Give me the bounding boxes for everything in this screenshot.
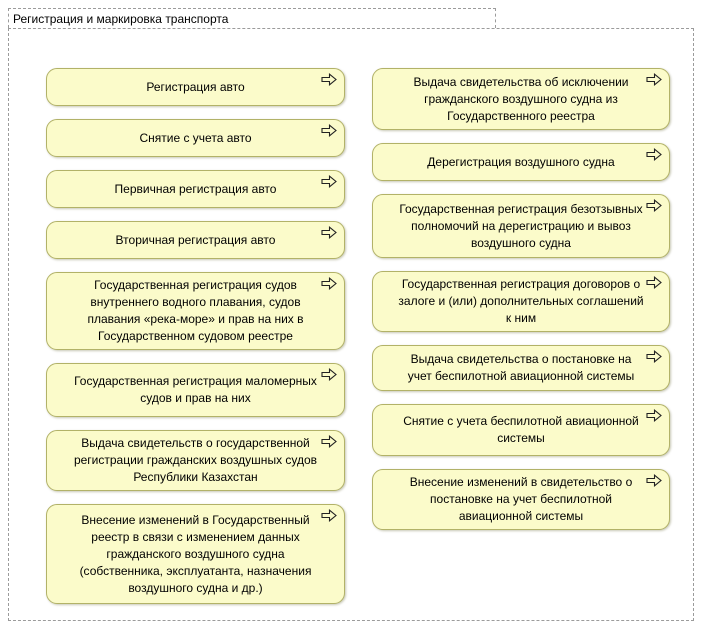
process-label: Вторичная регистрация авто xyxy=(115,232,276,247)
process-label: Государственная регистрация договоров о залоге и (или) дополнительных соглашений к ним xyxy=(398,277,644,325)
grouping-title: Регистрация и маркировка транспорта xyxy=(13,11,229,26)
process-box[interactable] xyxy=(46,504,345,604)
process-box[interactable] xyxy=(372,143,670,181)
process-box[interactable] xyxy=(46,68,345,106)
process-box[interactable] xyxy=(372,345,670,391)
process-box[interactable] xyxy=(372,404,670,456)
process-arrow-icon xyxy=(646,73,662,86)
process-label: Выдача свидетельств о государственной регистрации гражданских воздушных судов Республики Казахстан xyxy=(73,436,318,484)
process-arrow-icon xyxy=(321,277,337,290)
process-label: Внесение изменений в свидетельство о постановке на учет беспилотной авиационной системы xyxy=(409,475,633,523)
right-column xyxy=(372,68,670,530)
process-box[interactable] xyxy=(46,170,345,208)
process-box[interactable] xyxy=(46,221,345,259)
process-label: Внесение изменений в Государственный реестр в связи с изменением данных гражданского воздушного судна (собственника, эксплуатанта, назначения воздушного судна и др.) xyxy=(79,512,312,595)
process-arrow-icon xyxy=(321,509,337,522)
process-arrow-icon xyxy=(646,350,662,363)
process-box[interactable] xyxy=(372,194,670,258)
process-label: Выдача свидетельства об исключении гражданского воздушного судна из Государственного реестра xyxy=(413,74,629,123)
process-arrow-icon xyxy=(646,148,662,161)
left-column xyxy=(46,68,345,604)
process-label: Государственная регистрация судов внутреннего водного плавания, судов плавания «река-море» и прав на них в Государственном судовом реестре xyxy=(87,278,304,343)
process-box[interactable] xyxy=(372,469,670,530)
grouping-tab[interactable] xyxy=(8,8,496,28)
process-label: Снятие с учета беспилотной авиационной системы xyxy=(403,414,639,445)
process-label: Государственная регистрация безотзывных полномочий на дерегистрацию и вывоз воздушного судна xyxy=(399,201,643,250)
process-arrow-icon xyxy=(646,276,662,289)
process-arrow-icon xyxy=(646,409,662,422)
process-box[interactable] xyxy=(46,363,345,417)
process-arrow-icon xyxy=(321,226,337,239)
process-label: Снятие с учета авто xyxy=(139,130,252,145)
process-arrow-icon xyxy=(646,474,662,487)
process-box[interactable] xyxy=(372,271,670,332)
process-label: Дерегистрация воздушного судна xyxy=(427,154,615,169)
process-arrow-icon xyxy=(321,435,337,448)
process-box[interactable] xyxy=(46,430,345,491)
process-arrow-icon xyxy=(321,368,337,381)
process-box[interactable] xyxy=(46,272,345,350)
process-arrow-icon xyxy=(646,199,662,212)
process-box[interactable] xyxy=(372,68,670,130)
process-label: Выдача свидетельства о постановке на учет беспилотной авиационной системы xyxy=(407,352,635,383)
process-arrow-icon xyxy=(321,73,337,86)
process-label: Регистрация авто xyxy=(146,79,245,94)
process-label: Первичная регистрация авто xyxy=(114,181,277,196)
process-label: Государственная регистрация маломерных судов и прав на них xyxy=(74,374,317,405)
process-arrow-icon xyxy=(321,175,337,188)
process-box[interactable] xyxy=(46,119,345,157)
process-arrow-icon xyxy=(321,124,337,137)
